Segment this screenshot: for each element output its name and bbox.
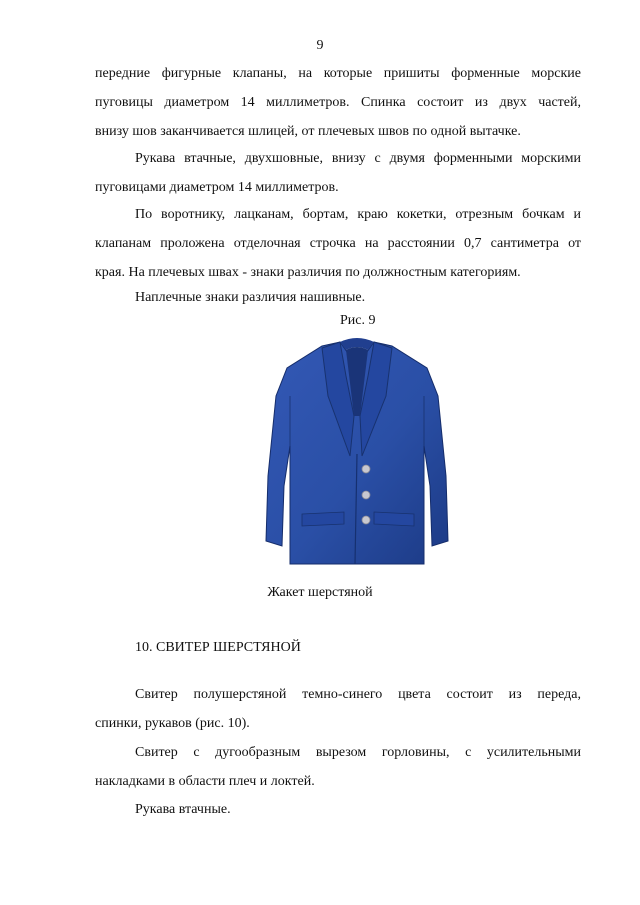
text-line: передние фигурные клапаны, на которые пришиты форменные морские (95, 66, 581, 81)
text-line: пуговицы диаметром 14 миллиметров. Спинка состоит из двух частей, (95, 95, 581, 110)
text-line: Наплечные знаки различия нашивные. (135, 290, 366, 305)
text-line: клапанам проложена отделочная строчка на расстоянии 0,7 сантиметра от (95, 236, 581, 251)
text-line: накладками в области плеч и локтей. (95, 774, 315, 789)
text-line: По воротнику, лацканам, бортам, краю кокетки, отрезным бочкам и (135, 207, 581, 222)
section-heading: 10. СВИТЕР ШЕРСТЯНОЙ (135, 640, 301, 655)
text-line: Рукава втачные. (135, 802, 231, 817)
jacket-image (262, 336, 452, 576)
text-line: спинки, рукавов (рис. 10). (95, 716, 250, 731)
paragraph-sweater-neckline (95, 738, 581, 796)
text-line: внизу шов заканчивается шлицей, от плечевых швов по одной вытачке. (95, 124, 521, 139)
figure-caption: Жакет шерстяной (267, 585, 373, 600)
text-line: Свитер с дугообразным вырезом горловины, с усилительными (135, 745, 581, 760)
text-line: края. На плечевых швах - знаки различия по должностным категориям. (95, 265, 521, 280)
paragraph-stitching (95, 200, 581, 287)
paragraph-insignia (95, 283, 581, 312)
page-number: 9 (316, 38, 324, 53)
jacket-figure (262, 336, 452, 576)
paragraph-jacket-front (95, 59, 581, 146)
figure-label: Рис. 9 (340, 313, 376, 328)
text-line: Свитер полушерстяной темно-синего цвета состоит из переда, (135, 687, 581, 702)
paragraph-sleeves (95, 144, 581, 202)
paragraph-sweater-composition (95, 680, 581, 738)
paragraph-sweater-sleeves (95, 795, 581, 824)
text-line: Рукава втачные, двухшовные, внизу с двумя форменными морскими (135, 151, 581, 166)
text-line: пуговицами диаметром 14 миллиметров. (95, 180, 339, 195)
